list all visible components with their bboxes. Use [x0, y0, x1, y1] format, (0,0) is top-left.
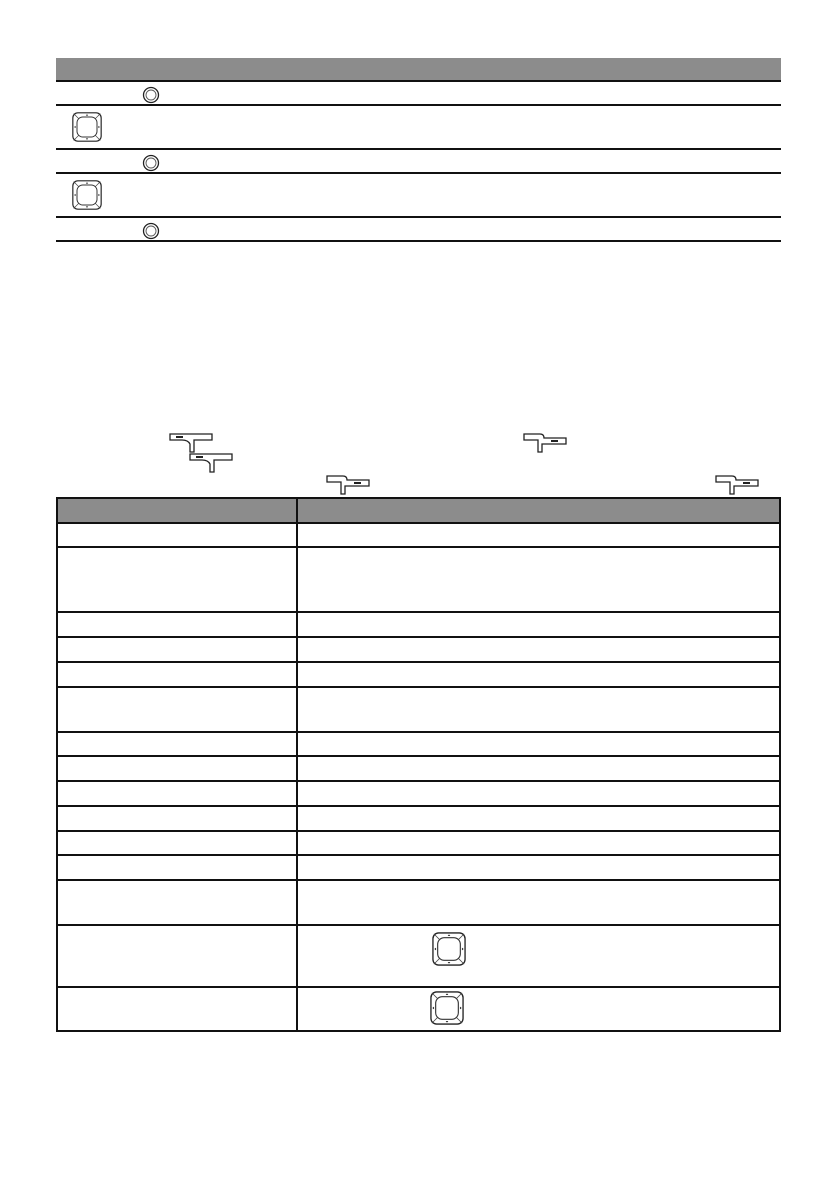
right-soft-key-icon	[714, 474, 760, 496]
table-row	[58, 733, 779, 757]
navigation-pad-icon	[72, 180, 102, 210]
table-row	[58, 832, 779, 856]
key-table	[56, 58, 781, 242]
table-row	[58, 688, 779, 733]
round-button-icon	[142, 154, 160, 172]
navigation-pad-icon	[432, 932, 466, 966]
table-row	[56, 174, 781, 218]
right-soft-key-icon	[325, 474, 371, 496]
table-row	[58, 638, 779, 663]
left-soft-key-icon	[188, 452, 234, 474]
table-row	[56, 150, 781, 174]
table-row	[58, 807, 779, 832]
navigation-pad-icon	[430, 991, 464, 1025]
key-table-header	[56, 58, 781, 82]
table-row	[58, 548, 779, 613]
table-row	[58, 988, 779, 1030]
table-row	[58, 663, 779, 688]
round-button-icon	[142, 222, 160, 240]
navigation-pad-icon	[72, 112, 102, 142]
header-cell	[58, 499, 298, 522]
table-row	[58, 881, 779, 926]
table-row	[58, 926, 779, 988]
table-row	[58, 757, 779, 782]
table-row	[56, 106, 781, 150]
header-cell	[298, 499, 779, 522]
settings-table-header	[58, 499, 779, 524]
table-row	[56, 82, 781, 106]
round-button-icon	[142, 86, 160, 104]
table-row	[56, 218, 781, 242]
table-row	[58, 613, 779, 638]
left-soft-key-icon	[168, 432, 214, 454]
right-soft-key-icon	[522, 432, 568, 454]
table-row	[58, 782, 779, 807]
table-row	[58, 524, 779, 548]
table-row	[58, 856, 779, 881]
settings-table	[56, 497, 781, 1032]
